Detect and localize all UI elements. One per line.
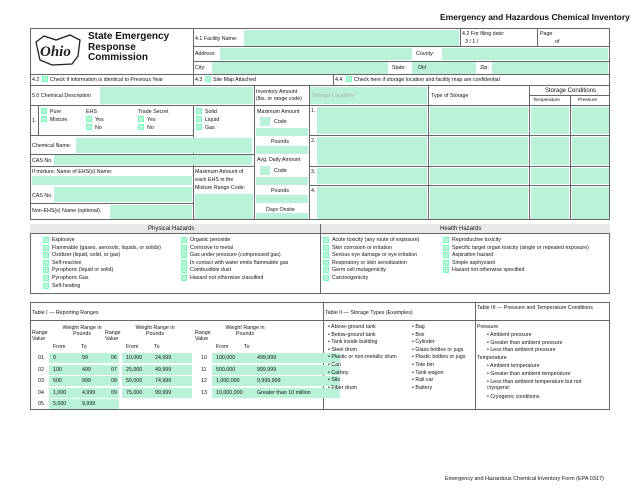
table3-title: Table III — Pressure and Temperature Conditions [477,305,593,311]
weight-range-header: Weight Range in Pounds [62,325,102,338]
hazard-label: Specific target organ toxicity (single or repeated exposure) [452,244,589,251]
ts-yes-checkbox[interactable] [138,116,144,122]
pressure-field[interactable] [572,187,609,219]
range-code: 01 [38,355,44,361]
state-label: State: [392,65,406,71]
pure-label: Pure [50,109,62,115]
bullet-item: • Steel drum [328,346,357,353]
liquid-checkbox[interactable] [196,116,202,122]
storage-location-field[interactable] [317,168,427,184]
hazard-label: Germ cell mutagenicity [332,267,386,274]
pressure-field[interactable] [572,107,609,134]
pressure-label: Pressure [578,98,598,103]
range-from: 500 [53,378,62,384]
storage-location-field[interactable] [317,107,427,134]
max-each-ehs-line-1: Maximum Amount of [195,169,244,175]
table1-title: Table I — Reporting Ranges [32,310,99,316]
storage-confidential-number: 4.4 [335,77,343,83]
range-to: Greater than 10 million [257,389,311,396]
ehs-no-checkbox[interactable] [86,124,92,130]
ts-yes-label: Yes [147,117,156,123]
hazard-label: Self-heating [52,282,81,289]
site-map-checkbox[interactable] [205,76,211,82]
pressure-field[interactable] [572,137,609,165]
range-value-header: Range Value [105,330,121,343]
range-code: 08 [111,378,117,384]
to-header: To [81,344,87,350]
hazard-checkbox[interactable] [323,245,329,251]
filing-date-label: 4.2 For filing date: [462,31,505,37]
avg-pounds-label: Pounds [271,188,289,194]
from-header: From [126,344,139,350]
max-each-ehs-field[interactable] [195,194,253,219]
temperature-label: Temperature [533,98,560,103]
range-code: 11 [201,366,207,373]
hazard-label: Hazard not otherwise specified [452,267,525,274]
city-label: City: [195,65,206,71]
range-to: 9,999 [82,401,96,407]
storage-location-field[interactable] [317,137,427,165]
bullet-item: • Carboy [328,369,349,376]
bullet-item: • Glass bottles or jugs [412,346,464,353]
type-of-storage-label: Type of Storage [431,93,469,99]
if-mixture-label: If mixture, Name of EHS(s) Name: [32,169,113,175]
range-from: 5,000 [53,401,67,407]
hazard-checkbox[interactable] [181,245,187,251]
storage-conditions-label: Storage Conditions [545,88,597,94]
location-number: 1. [311,108,316,114]
address-input[interactable] [220,48,412,60]
range-from: 1,000 [53,389,67,396]
range-value-header: Range Value [195,330,211,343]
max-pounds-field[interactable] [256,146,308,154]
range-code: 04 [38,389,44,396]
address-label: Address: [195,51,216,57]
max-each-ehs-line-2: each EHS in the [195,177,234,183]
hazard-checkbox[interactable] [43,260,49,266]
hazard-label: Hazard not otherwise classified [190,275,264,281]
range-code: 03 [38,378,44,384]
chemical-name-label: Chemical Name: [32,143,72,149]
hazard-checkbox[interactable] [43,245,49,251]
to-header: To [154,344,160,350]
range-from: 10,000 [126,355,143,361]
county-label: County: [416,51,435,57]
inventory-amount-label: Inventory Amount [256,89,298,95]
inventory-amount-sub: (lbs. or range code) [256,96,302,102]
range-to: 99,999 [155,389,172,396]
hazard-checkbox[interactable] [443,260,449,266]
solid-label: Solid [205,109,217,115]
mixture-label: Mixture [50,117,68,123]
hazard-checkbox[interactable] [43,252,49,258]
hazard-label: Aspiration hazard [452,252,494,259]
bullet-item: • Can [328,362,342,368]
gas-label: Gas [205,125,215,131]
non-ehs-label: Non-EHS(s) Name (optional): [32,208,102,214]
hazard-label: Gas under pressure (compressed gas) [190,252,281,259]
bullet-item: • Silo [328,377,341,384]
hazard-label: Corrosive to metal [190,244,233,251]
storage-type-field[interactable] [430,107,528,134]
hazard-checkbox[interactable] [43,275,49,281]
zip-label: Zip: [480,65,489,71]
avg-amount-field[interactable] [256,177,308,185]
pressure-field[interactable] [572,168,609,184]
weight-range-header: Weight Range in Pounds [225,325,265,338]
health-hazards-title: Health Hazards [440,226,482,232]
table2-title: Table II — Storage Types (Examples) [325,310,413,316]
range-to: 9,999,999 [257,378,281,384]
hazard-label: Skin corrosion or irritation [332,244,393,251]
range-from: 100,000 [216,355,236,361]
from-header: From [216,344,229,350]
hazard-checkbox[interactable] [443,252,449,258]
range-from: 10,000,000 [216,389,243,396]
ehs-yes-checkbox[interactable] [86,116,92,122]
avg-daily-label: Avg. Daily Amount [257,157,301,163]
physical-hazards-title: Physical Hazards [148,226,195,232]
ehs-name-input[interactable] [32,176,192,185]
to-header: To [244,344,250,350]
pure-checkbox[interactable] [41,108,47,114]
bullet-item: • Rail car [412,377,434,384]
hazard-label: Oxidizer (liquid, solid, or gas) [52,252,121,259]
range-code: 05 [38,401,44,407]
range-code: 07 [111,366,117,373]
max-amount-label: Maximum Amount [257,109,300,115]
hazard-label: Organic peroxide [190,237,231,243]
max-pounds-label: Pounds [271,139,289,145]
hazard-label: Respiratory or skin sensitization [332,259,407,266]
bullet-item: • Tank wagon [412,369,444,376]
hazard-label: Simple asphyxiant [452,259,495,266]
temperature-field[interactable] [531,107,569,134]
storage-locations-placeholder: Storage Locations [312,93,355,99]
chemical-description-label: 5.0 Chemical Description [32,93,91,99]
temperature-field[interactable] [531,187,569,219]
range-code: 09 [111,389,117,396]
temperature-field[interactable] [531,168,569,184]
temperature-field[interactable] [531,137,569,165]
hazard-checkbox[interactable] [181,260,187,266]
site-map-number: 4.3 [195,77,203,83]
solid-checkbox[interactable] [196,108,202,114]
chemical-description-field[interactable] [100,87,253,104]
hazard-checkbox[interactable] [323,260,329,266]
hazard-checkbox[interactable] [443,245,449,251]
identical-label: Check if information is identical to Previous Year [50,77,164,83]
storage-confidential-checkbox[interactable] [346,76,352,82]
bullet-item: • Below-ground tank [328,331,376,338]
hazard-label: Pyrophoric Gas [52,275,89,281]
hazard-checkbox[interactable] [43,267,49,273]
avg-code-input[interactable] [260,166,270,175]
filing-date-value: 3 / 1 / [465,39,479,45]
avg-pounds-field[interactable] [256,195,308,203]
bullet-item: • Bag [412,324,425,330]
bullet-item: • Plastic bottles or jugs [412,354,466,361]
bullet-item: • Tank inside building [328,339,378,346]
temperature-item: • Less than ambient temperature but not cryogenic [487,379,582,392]
range-to: 24,999 [155,355,172,361]
range-code: 12 [201,378,207,384]
range-from: 100 [53,366,62,373]
range-value-header: Range Value [32,330,48,343]
range-to: 99 [82,355,88,361]
location-number: 3. [311,169,316,175]
mixture-checkbox[interactable] [41,116,47,122]
storage-type-field[interactable] [430,168,528,184]
cas-no-input[interactable] [54,155,252,165]
page-label: Page [540,31,553,37]
range-from: 50,000 [126,378,143,384]
hazard-checkbox[interactable] [323,275,329,281]
state-value: OH [418,65,426,71]
page-of: of [555,39,560,45]
ehs-no-label: No [95,125,102,131]
pressure-item: • Ambient pressure [487,332,532,338]
range-from: 25,000 [126,366,143,373]
hazard-checkbox[interactable] [181,252,187,258]
cas-no-2-label: CAS No. [32,193,53,199]
ts-no-checkbox[interactable] [138,124,144,130]
cas-no-2-input[interactable] [54,187,192,202]
identical-number: 4.2 [32,77,40,83]
bullet-item: • Battery [412,384,433,391]
hazard-label: In contact with water emits flammable gas [190,259,289,266]
days-onsite-field[interactable] [256,213,308,219]
range-code: 10 [201,355,207,361]
chemical-name-input[interactable] [76,138,252,153]
trade-secret-label: Trade Secret [138,109,169,115]
range-to: 4,999 [82,389,96,396]
storage-location-field[interactable] [317,187,427,219]
hazard-label: Reproductive toxicity [452,237,501,243]
non-ehs-input[interactable] [110,205,192,219]
hazard-label: Serious eye damage or eye irritation [332,252,418,259]
range-to: 74,999 [155,378,172,384]
city-input[interactable] [212,62,388,74]
agency-name [88,32,169,64]
range-to: 999 [82,378,91,384]
bullet-item: • Box [412,331,425,338]
temperature-item: • Greater than ambient temperature [487,371,571,377]
hazard-label: Pyrophoric (liquid or solid) [52,267,114,274]
ehs-label: EHS [86,109,97,115]
row-number: 1. [32,118,37,124]
range-from: 0 [53,355,56,361]
logo-word: Ohio [40,44,71,60]
hazard-checkbox[interactable] [443,267,449,273]
agency-line-1: State Emergency [88,31,170,42]
range-from: 500,000 [216,366,236,373]
hazard-checkbox[interactable] [181,275,187,281]
storage-type-field[interactable] [430,187,528,219]
bullet-item: • Plastic or non-metallic drum [328,354,397,361]
hazard-label: Combustible dust [190,267,231,274]
facility-name-label: 4.1 Facility Name: [195,36,238,42]
hazard-label: Explosive [52,237,75,243]
range-to: 999,999 [257,366,277,373]
hazard-checkbox[interactable] [43,283,49,289]
days-onsite-label: Days Onsite [266,207,295,213]
county-input[interactable] [442,48,608,60]
hazard-label: Flammable (gases, aerosols, liquids, or solids) [52,244,161,251]
bullet-item: • Above-ground tank [328,324,376,330]
zip-input[interactable] [492,62,608,74]
range-code: 06 [111,355,117,361]
hazard-label: Carcinogenicity [332,275,369,281]
hazard-checkbox[interactable] [181,237,187,243]
pressure-head: Pressure [477,324,499,330]
ohio-logo [32,32,84,68]
bullet-item: • Tote bin [412,362,434,368]
range-from: 75,000 [126,389,143,396]
range-code: 02 [38,366,44,373]
agency-line-3: Commission [88,52,149,63]
temperature-head: Temperature [477,355,507,361]
temperature-item: • Ambient temperature [487,363,540,369]
hazard-checkbox[interactable] [323,237,329,243]
hazard-checkbox[interactable] [323,252,329,258]
location-number: 2. [311,138,316,144]
hazard-checkbox[interactable] [443,237,449,243]
footer-form-name: Emergency and Hazardous Chemical Inventory Form (EPA 0317) [445,476,604,482]
range-from: 1,000,000 [216,378,240,384]
pressure-item: • Greater than ambient pressure [487,339,563,346]
pressure-item: • Less than ambient pressure [487,347,556,354]
agency-line-2: Response [88,41,136,53]
temperature-item: • Cryogenic conditions [487,394,540,400]
liquid-label: Liquid [205,117,220,123]
gas-checkbox[interactable] [196,124,202,130]
hazard-label: Self-reactive [52,259,82,266]
hazard-checkbox[interactable] [323,267,329,273]
max-code-label: Code [274,119,287,125]
range-to: 499 [82,366,91,373]
range-to: 49,999 [155,366,172,373]
facility-name-input[interactable] [244,30,459,46]
hazard-checkbox[interactable] [43,237,49,243]
max-code-input[interactable] [260,117,270,126]
weight-range-header: Weight Range in Pounds [135,325,175,338]
hazard-label: Acute toxicity (any route of exposure) [332,237,420,243]
ts-no-label: No [147,125,154,131]
from-header: From [53,344,66,350]
identical-checkbox[interactable] [42,76,48,82]
hazard-checkbox[interactable] [181,267,187,273]
storage-confidential-label: Check here if storage location and facility map are confidential [354,77,500,83]
avg-code-label: Code [274,168,287,174]
cas-no-label: CAS No. [32,158,53,164]
location-number: 4. [311,188,316,194]
max-each-ehs-line-3: Mixture Range Code: [195,185,246,191]
max-amount-field[interactable] [256,128,308,136]
bullet-item: • Fiber drum [328,384,357,391]
bullet-item: • Cylinder [412,339,435,346]
document-title: Emergency and Hazardous Chemical Inventory [440,12,630,22]
site-map-label: Site Map Attached [213,77,256,83]
storage-type-field[interactable] [430,137,528,165]
range-to: 499,999 [257,355,277,361]
ehs-yes-label: Yes [95,117,104,123]
range-code: 13 [201,389,207,396]
